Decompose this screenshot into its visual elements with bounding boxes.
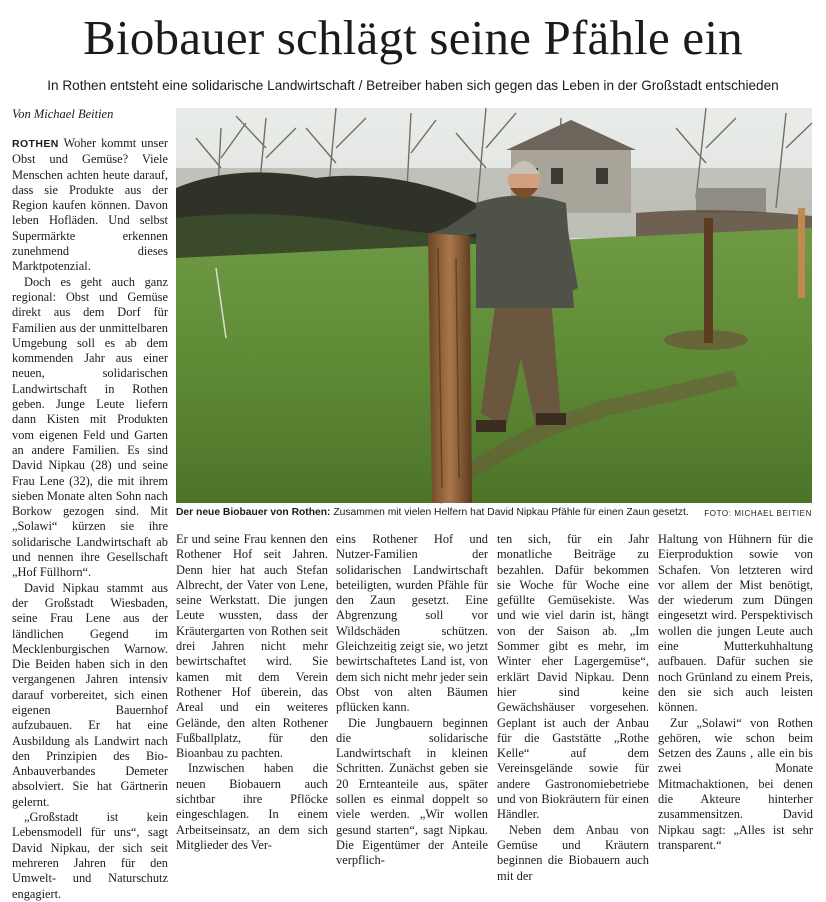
paragraph: „Großstadt ist kein Lebensmodell für uns“, sagt David Nipkau, der sich seit mehreren Jahren für den Umwelt- und Naturschutz engagiert. <box>12 810 168 901</box>
paragraph: ten sich, für ein Jahr monatliche Beiträge zu bezahlen. Dafür bekommen sie Woche für Woche eine gefüllte Gemüsekiste. Was und wie viel darin ist, hängt von der Saison ab. „Im Sommer gibt es mehr, im Winter eher Lagergemüse“, erklärt David Nipkau. Denn hier sind keine Gewächshäuser vorgesehen. Geplant ist auch der Anbau für die Gaststätte „Rothe Kelle“ auf dem Vereinsgelände sowie für andere Gastronomiebetriebe und von Biokräutern für einen Händler. <box>497 532 649 822</box>
subheadline: In Rothen entsteht eine solidarische Landwirtschaft / Betreiber haben sich gegen das Leben in der Großstadt entschieden <box>47 78 779 93</box>
paragraph-text: Woher kommt unser Obst und Gemüse? Viele Menschen achten heute darauf, dass sie Produkte aus der Region kaufen können. Davon leben Hofläden. Und selbst Supermärkte erkennen zunehmend dieses Marktpotenzial. <box>12 136 168 274</box>
paragraph: Inzwischen haben die neuen Biobauern auch sichtbar ihre Pflöcke eingeschlagen. In einem Arbeitseinsatz, an dem sich Mitglieder des Ver- <box>176 761 328 852</box>
paragraph: David Nipkau stammt aus der Großstadt Wiesbaden, seine Frau Lene aus der ländlichen Gegend im Mecklenburgischen Warnow. Die Beiden haben sich in den vergangenen Jahren intensiv darauf vorbereitet, sich einen eigenen Bauernhof aufzubauen. Er hat eine Ausbildung als Landwirt nach den Prinzipien des Bio-Anbauverbandes Demeter absolviert. Sie hat Gärtnerin gelernt. <box>12 580 168 809</box>
photo-caption <box>176 506 812 522</box>
paragraph <box>12 136 168 275</box>
paragraph: Er und seine Frau kennen den Rothener Hof seit Jahren. Denn hier hat auch Stefan Albrecht, der Vater von Lene, seine Werkstatt. Die jungen Leute wussten, dass der Kräutergarten von Rothen seit drei Jahren nicht mehr bewirtschaftet wird. Sie kamen mit dem Verein Rothener Hof überein, das Areal und ein weiteres Gelände, den alten Rothener Fußballplatz, für den Bioanbau zu pachten. <box>176 532 328 761</box>
article-column-4 <box>497 532 649 883</box>
article-column-3 <box>336 532 488 868</box>
paragraph: Doch es geht auch ganz regional: Obst und Gemüse direkt aus dem Dorf für Familien aus der unmittelbaren Umgebung soll es ab dem kommenden Jahr aus einer neuen, solidarischen Landwirtschaft in Rothen geben. Junge Leute liefern dann Kisten mit Produkten vom eigenen Feld und Garten an andere Familien. Es sind David Nipkau (28) und seine Frau Lene (32), die mit ihrem sieben Monate alten Sohn nach Borkow gezogen sind. Mit „Solawi“ kürzen sie ihre solidarische Landwirtschaft ab und nennen ihre Gesellschaft „Hof Füllhorn“. <box>12 274 168 580</box>
headline: Biobauer schlägt seine Pfähle ein <box>83 10 743 65</box>
caption-text: Zusammen mit vielen Helfern hat David Nipkau Pfähle für einen Zaun gesetzt. <box>330 507 689 518</box>
article-photo <box>176 108 812 503</box>
paragraph: Zur „Solawi“ von Rothen gehören, wie schon beim Setzen des Zauns , alle ein bis zwei Monate Mitmachaktionen, bei denen die Akteure hinterher zusammensitzen. David Nipkau sagt: „Alles ist sehr transparent.“ <box>658 715 813 852</box>
paragraph: Haltung von Hühnern für die Eierproduktion sowie von Schafen. Von letzteren wird vor allem der Mist benötigt, der wiederum zum Düngen eingesetzt wird. Perspektivisch wollen die jungen Leute auch eine Mutterkuhhaltung aufbauen. Dafür suchen sie noch Grünland zu einem Preis, den sie sich auch leisten können. <box>658 532 813 715</box>
caption-lead: Der neue Biobauer von Rothen: <box>176 507 331 518</box>
article-column-2 <box>176 532 328 852</box>
paragraph: Die Jungbauern beginnen die solidarische Landwirtschaft in kleinen Schritten. Zunächst geben sie 20 Ernteanteile aus, später sollen es einmal doppelt so viele werden. „Wir wollen gesund starten“, sagt Nipkau. Die Eigentümer der Anteile verpflich- <box>336 715 488 868</box>
byline: Von Michael Beitien <box>12 107 114 121</box>
article-column-5 <box>658 532 813 852</box>
paragraph: Neben dem Anbau von Gemüse und Kräutern beginnen die Biobauern auch mit der <box>497 822 649 883</box>
dateline: ROTHEN <box>12 138 59 150</box>
article-column-1 <box>12 136 168 901</box>
paragraph: eins Rothener Hof und Nutzer-Familien der solidarischen Landwirtschaft beteiligten, wurden Pfähle für den Zaun gesetzt. Eine Abgrenzung soll vor Wildschäden schützen. Gleichzeitig zeigt sie, wo jetzt bewirtschaftetes Land ist, von dem sich nicht mehr jeder sein Obst von alten Bäumen pflücken kann. <box>336 532 488 715</box>
photo-credit: FOTO: MICHAEL BEITIEN <box>704 509 812 518</box>
